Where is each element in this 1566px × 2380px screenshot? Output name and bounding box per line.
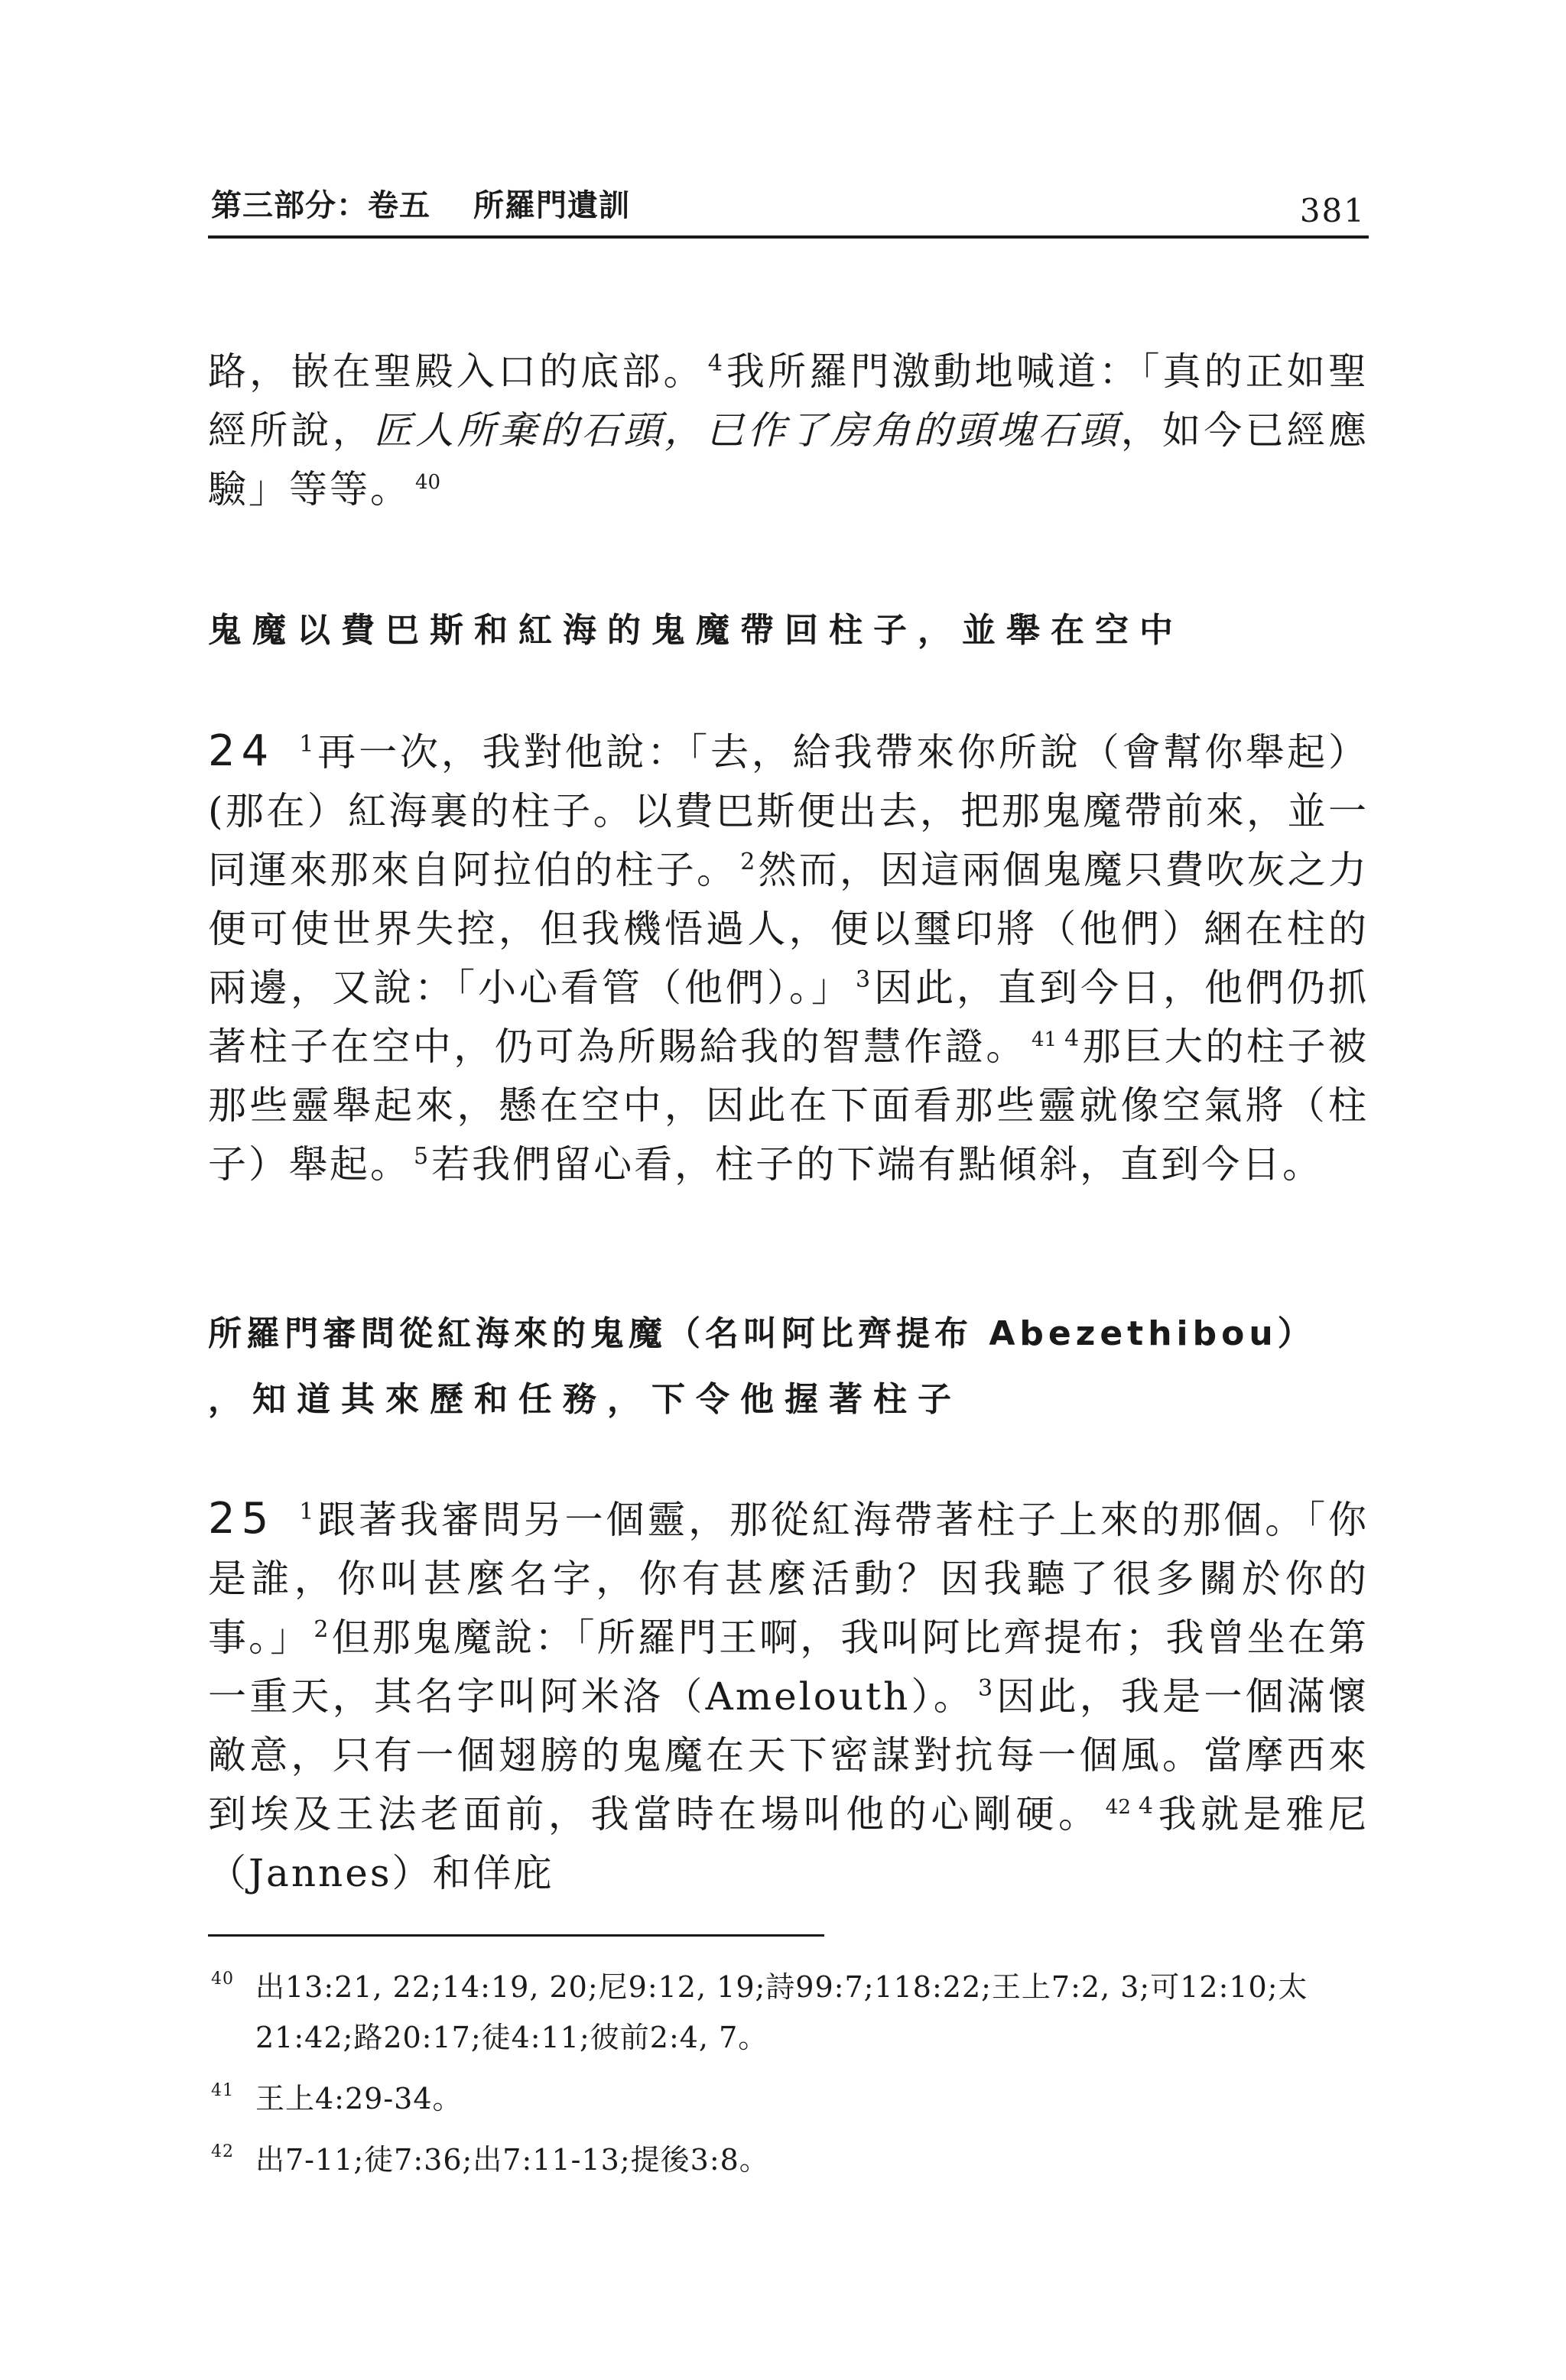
verse-text: 再一次，我對他說：「去，給我帶來你所說（會幫你舉起）(那在）紅海裏的柱子。以費巴斯便出去，把那鬼魔帶前來，並一同運來那來自阿拉伯的柱子。 xyxy=(208,730,1369,892)
verse-text: 然而，因這兩個鬼魔只費吹灰之力便可使世界失控，但我機悟過人，便以璽印將（他們）綑在柱的兩邊，又說：「小心看管（他們）。」 xyxy=(208,848,1369,1010)
verse-text: 跟著我審問另一個靈，那從紅海帶著柱子上來的那個。「你是誰，你叫甚麼名字，你有甚麼活動？因我聽了很多關於你的事。」 xyxy=(208,1498,1369,1660)
footnote-number: 40 xyxy=(211,1969,234,1989)
paragraph-text: 路，嵌在聖殿入口的底部。 xyxy=(208,349,705,394)
section-heading-line1: 所羅門審問從紅海來的鬼魔（名叫阿比齊提布 Abezethibou） xyxy=(208,1314,1316,1353)
footnote-reference: 41 xyxy=(1031,1028,1058,1052)
header-section: 第三部分：卷五 xyxy=(211,188,430,223)
header-section-title xyxy=(211,181,630,225)
verse-text: 我就是雅尼（Jannes）和佯庇 xyxy=(208,1792,1369,1895)
verse-text: 那巨大的柱子被那些靈舉起來，懸在空中，因此在下面看那些靈就像空氣將（柱子）舉起。 xyxy=(208,1024,1369,1187)
footnote-41 xyxy=(208,2073,1369,2124)
footnote-number: 41 xyxy=(211,2081,234,2100)
verse-number: 1 xyxy=(299,1498,314,1526)
page-number: 381 xyxy=(1299,192,1366,229)
verse-text: 但那鬼魔說：「所羅門王啊，我叫阿比齊提布；我曾坐在第一重天，其名字叫阿米洛（Amelouth）。 xyxy=(208,1615,1369,1719)
verse-number: 4 xyxy=(1138,1793,1153,1820)
footnote-number: 42 xyxy=(211,2142,234,2161)
footnote-42 xyxy=(208,2135,1369,2185)
verse-number: 1 xyxy=(299,731,314,758)
scripture-quote: 匠人所棄的石頭，已作了房角的頭塊石頭 xyxy=(374,408,1121,453)
chapter-25 xyxy=(208,1489,1369,1903)
verse-text: 因此，我是一個滿懷敵意，只有一個翅膀的鬼魔在天下密謀對抗每一個風。當摩西來到埃及王法老面前，我當時在場叫他的心剛硬。 xyxy=(208,1674,1369,1836)
footnotes xyxy=(208,1962,1369,2185)
footnote-text: 王上4:29-34。 xyxy=(255,2082,463,2115)
verse-number: 3 xyxy=(977,1675,993,1703)
chapter-24 xyxy=(208,722,1369,1194)
verse-number: 2 xyxy=(740,849,755,876)
footnote-divider xyxy=(208,1934,824,1937)
verse-number: 4 xyxy=(1064,1025,1080,1053)
chapter-number: 25 xyxy=(208,1494,275,1544)
header-title: 所羅門遺訓 xyxy=(473,188,630,223)
verse-text: 若我們留心看，柱子的下端有點傾斜，直到今日。 xyxy=(431,1142,1324,1187)
footnote-reference: 40 xyxy=(415,471,441,495)
verse-number: 3 xyxy=(855,966,871,994)
paragraph-text: ，如今已經應驗」等等。 xyxy=(208,408,1369,511)
footnote-40 xyxy=(208,1962,1369,2063)
verse-text: 因此，直到今日，他們仍抓著柱子在空中，仍可為所賜給我的智慧作證。 xyxy=(208,966,1369,1069)
paragraph-text: 我所羅門激動地喊道：「真的正如聖經所說， xyxy=(208,349,1369,453)
running-header xyxy=(208,174,1369,239)
footnote-text: 出13:21, 22;14:19, 20;尼9:12, 19;詩99:7;118:22;王上7:2, 3;可12:10;太21:42;路20:17;徒4:11;彼前2:4, 7。 xyxy=(255,1970,1308,2054)
verse-number: 4 xyxy=(707,350,723,378)
verse-number: 5 xyxy=(414,1143,429,1171)
footnote-reference: 42 xyxy=(1105,1796,1131,1820)
chapter-number: 24 xyxy=(208,726,275,776)
footnote-text: 出7-11;徒7:36;出7:11-13;提後3:8。 xyxy=(255,2143,769,2177)
section-heading-line2: ，知道其來歷和任務，下令他握著柱子 xyxy=(208,1380,962,1419)
verse-number: 2 xyxy=(314,1616,329,1644)
paragraph-continuation xyxy=(208,343,1369,519)
section-heading: 鬼魔以費巴斯和紅海的鬼魔帶回柱子，並舉在空中 xyxy=(208,611,1184,650)
